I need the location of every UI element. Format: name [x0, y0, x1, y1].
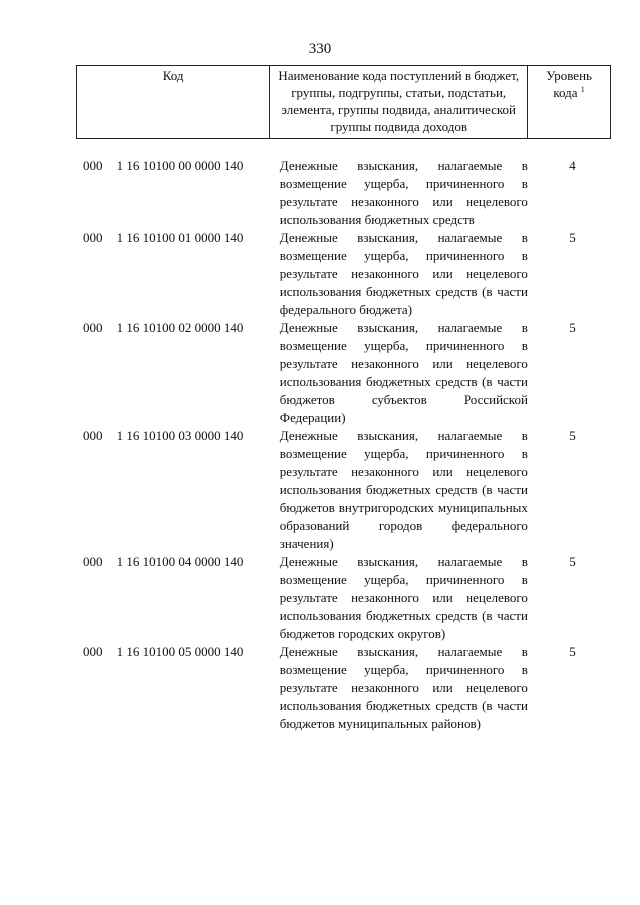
revenue-name-cell: Денежные взыскания, налагаемые в возмещение ущерба, причиненного в результате незаконного или нецелевого использования бюджетных средств	[279, 158, 528, 227]
level-cell: 5	[569, 644, 576, 659]
admin-code-cell: 000	[83, 230, 103, 245]
level-cell: 4	[569, 158, 576, 173]
revenue-code-cell: 1 16 10100 04 0000 140	[116, 554, 244, 569]
table-row	[76, 643, 611, 733]
admin-code-cell: 000	[83, 320, 103, 335]
admin-code-cell: 000	[83, 158, 103, 173]
table-row	[76, 157, 611, 229]
revenue-code-cell: 1 16 10100 00 0000 140	[116, 158, 244, 173]
table-row	[76, 319, 611, 427]
revenue-name-cell: Денежные взыскания, налагаемые в возмещение ущерба, причиненного в результате незаконного или нецелевого использования бюджетных средств (в части федерального бюджета)	[279, 230, 528, 317]
table-row	[76, 229, 611, 319]
revenue-name-cell: Денежные взыскания, налагаемые в возмещение ущерба, причиненного в результате незаконного или нецелевого использования бюджетных средств (в части бюджетов внутригородских муниципальных образований городов федерального значения)	[279, 428, 528, 551]
level-cell: 5	[569, 428, 576, 443]
header-level-tail: а	[571, 85, 578, 100]
level-cell: 5	[569, 554, 576, 569]
revenue-name-cell: Денежные взыскания, налагаемые в возмещение ущерба, причиненного в результате незаконного или нецелевого использования бюджетных средств (в части бюджетов городских округов)	[279, 554, 528, 641]
revenue-code-cell: 1 16 10100 03 0000 140	[116, 428, 244, 443]
table-row	[76, 427, 611, 553]
footnote-marker: 1	[580, 85, 585, 94]
admin-code-cell: 000	[83, 428, 103, 443]
revenue-code-cell: 1 16 10100 02 0000 140	[116, 320, 244, 335]
table-header	[76, 65, 611, 139]
admin-code-cell: 000	[83, 644, 103, 659]
header-level	[528, 66, 611, 139]
level-cell: 5	[569, 320, 576, 335]
page-number: 330	[308, 41, 332, 57]
revenue-name-cell: Денежные взыскания, налагаемые в возмещение ущерба, причиненного в результате незаконного или нецелевого использования бюджетных средств (в части бюджетов субъектов Российской Федерации)	[279, 320, 528, 425]
revenue-code-cell: 1 16 10100 05 0000 140	[116, 644, 244, 659]
level-cell: 5	[569, 230, 576, 245]
revenue-name-cell: Денежные взыскания, налагаемые в возмещение ущерба, причиненного в результате незаконного или нецелевого использования бюджетных средств (в части бюджетов муниципальных районов)	[279, 644, 528, 731]
header-level-label: Уровень код	[546, 68, 592, 100]
admin-code-cell: 000	[83, 554, 103, 569]
header-name: Наименование кода поступлений в бюджет, группы, подгруппы, статьи, подстатьи, элемента, группы подвида, аналитической группы подвида доходов	[270, 66, 528, 139]
header-code: Код	[77, 66, 270, 139]
table-body	[76, 157, 611, 733]
table-row	[76, 553, 611, 643]
revenue-code-cell: 1 16 10100 01 0000 140	[116, 230, 244, 245]
